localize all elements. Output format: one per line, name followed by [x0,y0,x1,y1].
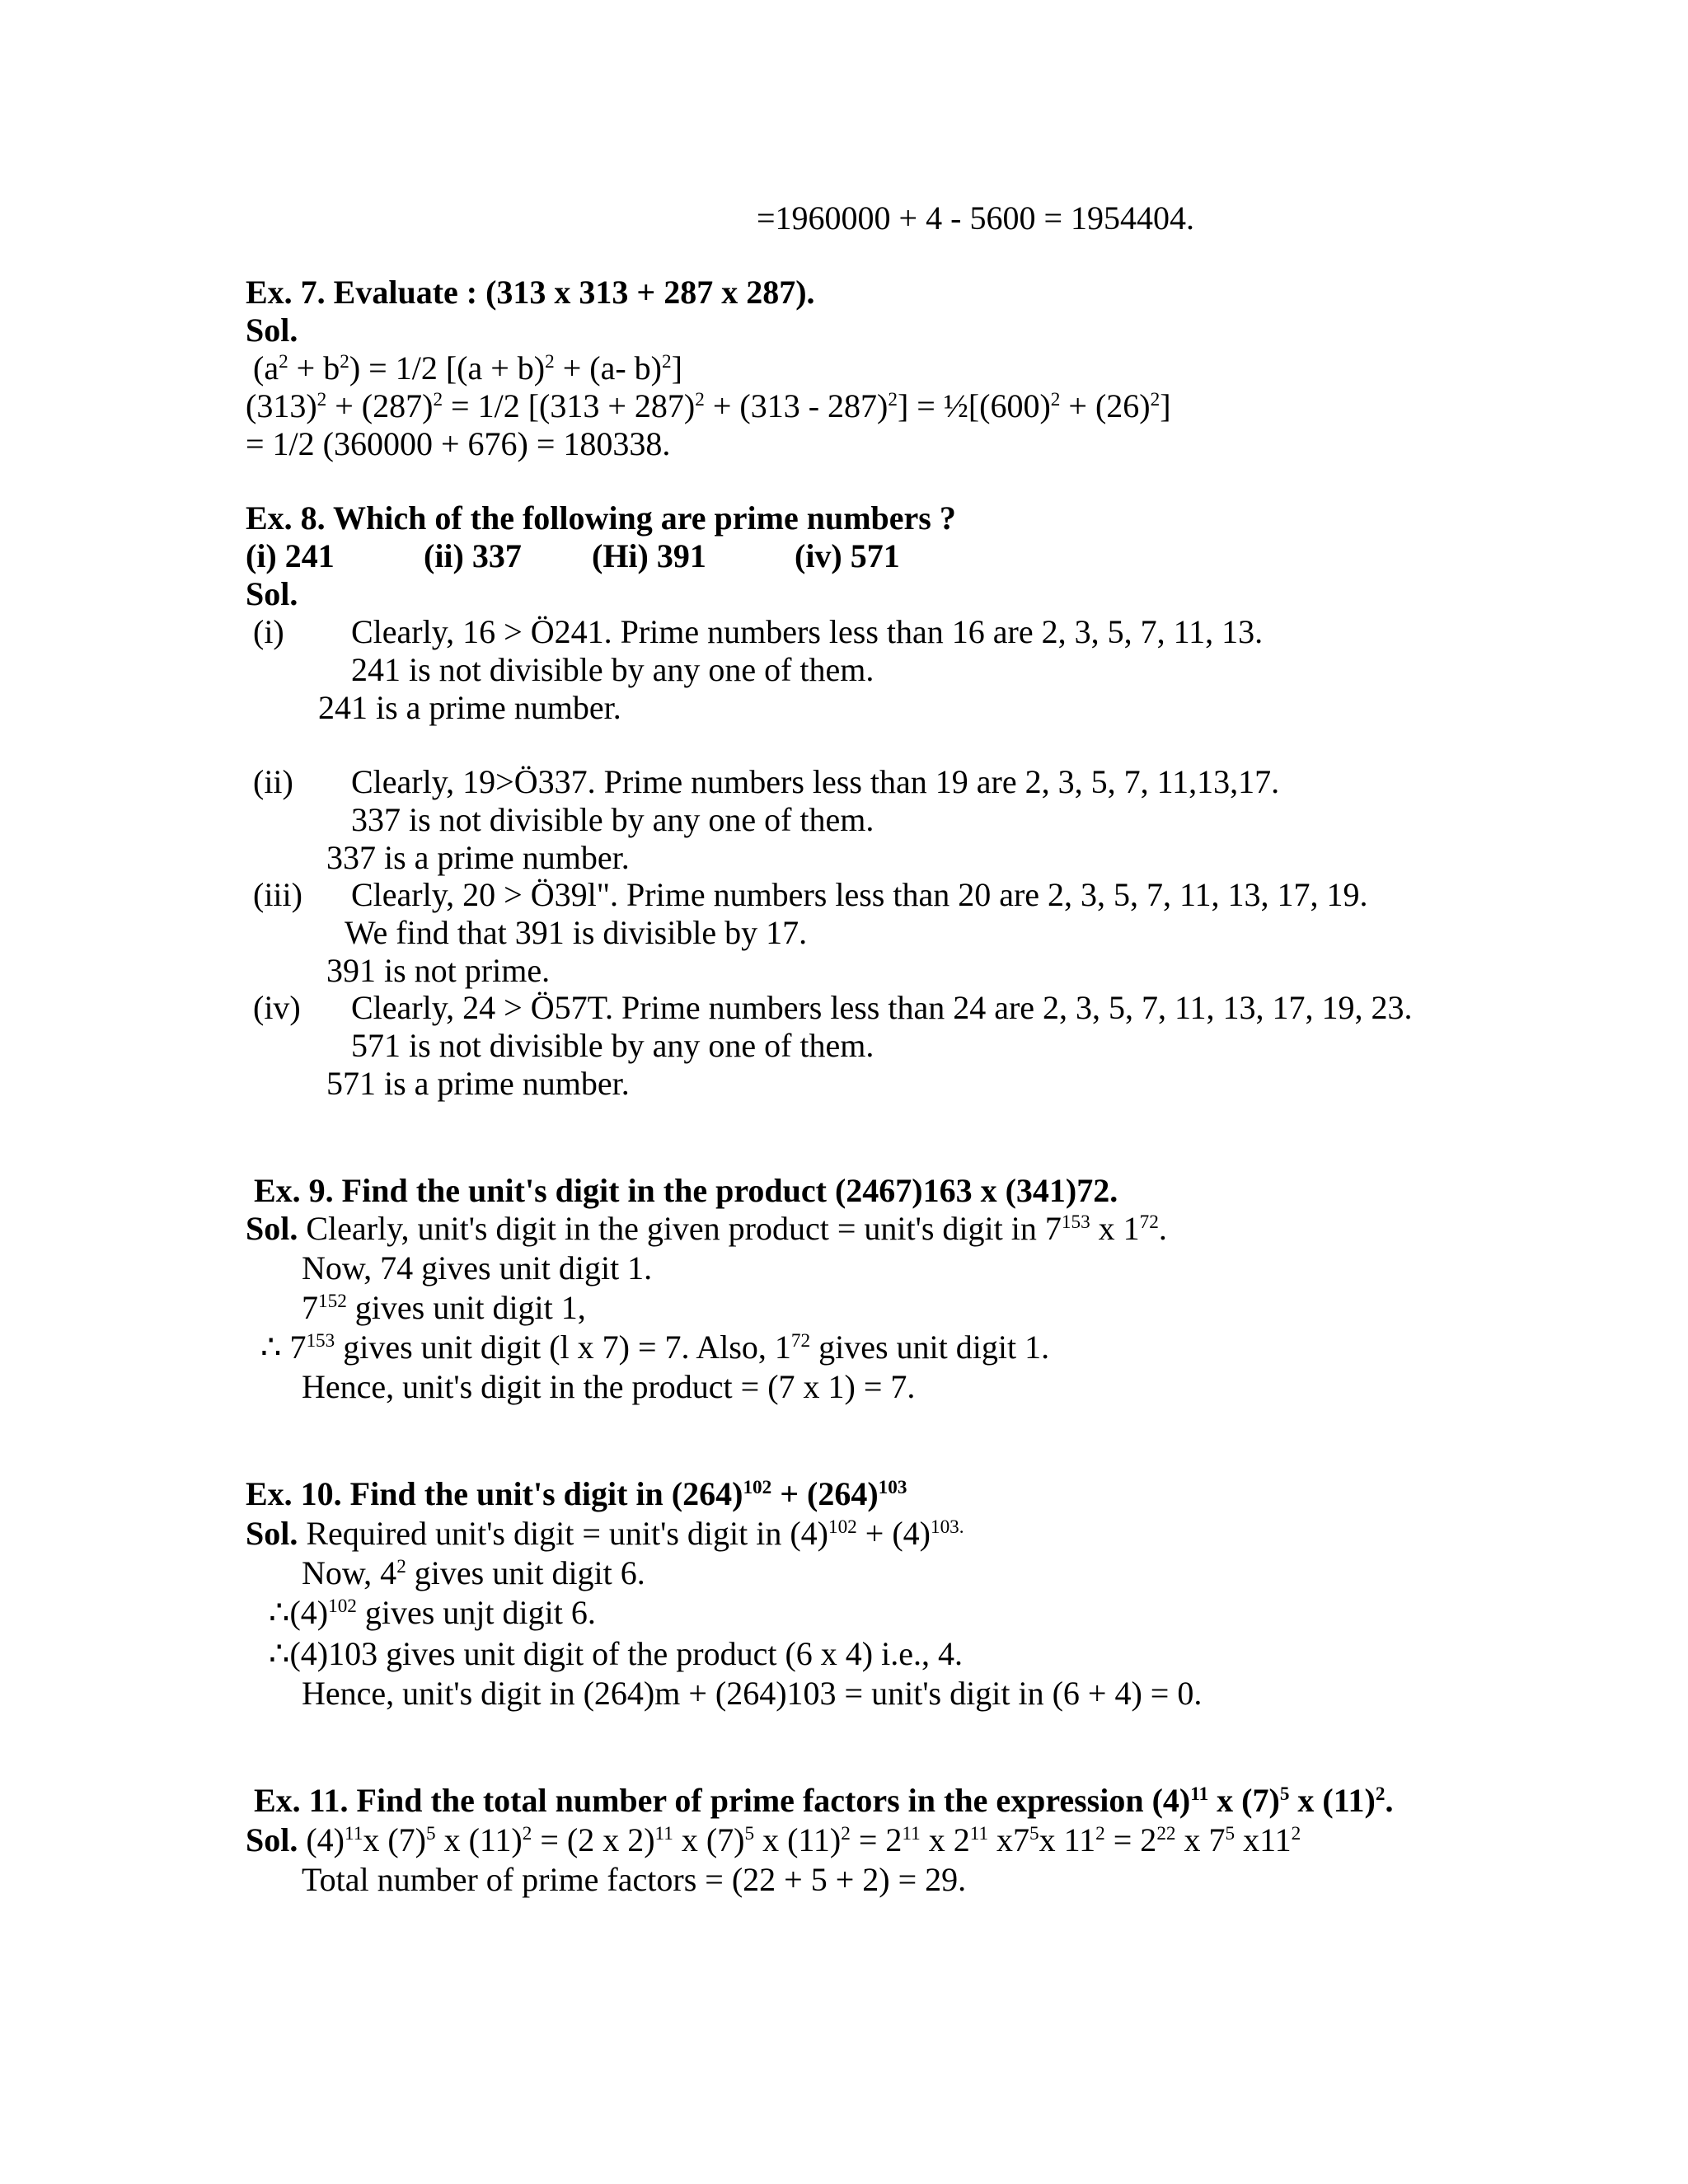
ex11-line2: Total number of prime factors = (22 + 5 + 2) = 29. [302,1861,967,1898]
ex10-title: Ex. 10. Find the unit's digit in $(264)^{102} + (264)^{103}$ [246,1475,907,1512]
ex8-item-iii-line1: Clearly, 20 > Ö39l". Prime numbers less than 20 are 2, 3, 5, 7, 11, 13, 17, 19. [351,876,1368,913]
ex8-item-i-line2: 241 is not divisible by any one of them. [351,651,874,688]
ex9-title: Ex. 9. Find the unit's digit in the product (2467)163 x (341)72. [254,1172,1118,1209]
ex8-item-ii-line3: 337 is a prime number. [326,839,630,876]
ex10-line5: Hence, unit's digit in (264)m + (264)103 = unit's digit in (6 + 4) = 0. [302,1675,1203,1712]
ex8-item-iv-line3: 571 is a prime number. [326,1065,630,1102]
ex10-line3: $\therefore(4)^{102}$ gives unjt digit 6. [269,1594,596,1631]
ex8-option-ii: (ii) 337 [424,537,522,574]
ex8-item-ii-label: (ii) [253,763,293,800]
ex8-option-iii: (Hi) 391 [592,537,706,574]
ex10-sol-label: Sol. [246,1515,298,1552]
ex8-item-ii-line1: Clearly, 19>Ö337. Prime numbers less than 19 are 2, 3, 5, 7, 11,13,17. [351,763,1280,800]
ex8-item-iii-line2: We find that 391 is divisible by 17. [345,914,808,951]
ex7-formula-line: $(a^2 + b^2) = 1/2$ [$(a + b)^2 + (a-$ b)$^2$] [253,349,682,387]
ex8-sol-label: Sol. [246,575,298,612]
ex8-item-ii-line2: 337 is not divisible by any one of them. [351,801,874,838]
ex8-item-iv-line2: 571 is not divisible by any one of them. [351,1027,874,1064]
therefore-icon: ∴ [269,1594,290,1631]
ex7-substitution-line: $(313)^2 + (287)^2 = 1/2$ $[(313 + 287)^2 + (313 - 287)^2]$ = $\frac{1}{2}[(600)^2 + (26)^2]$ [246,387,1171,424]
ex8-item-iii-line3: 391 is not prime. [326,952,551,989]
ex10-line1: Sol. Required unit's digit = unit's digit in $(4)^{102} + (4)^{103.}$ [246,1515,964,1552]
ex9-line4: ∴ $7^{153}$ gives unit digit (l x 7) = 7. Also, $1^{72}$ gives unit digit 1. [260,1329,1050,1366]
ex9-line1: Sol. Clearly, unit's digit in the given product = unit's digit in $7^{153}$ x $1^{72}$. [246,1210,1167,1247]
ex8-item-iv-line1: Clearly, 24 > Ö57T. Prime numbers less than 24 are 2, 3, 5, 7, 11, 13, 17, 19, 23. [351,989,1413,1026]
ex8-item-i-label: (i) [253,613,284,650]
ex7-sol-label: Sol. [246,312,298,349]
ex8-item-iv-label: (iv) [253,989,301,1026]
ex11-sol-label: Sol. [246,1821,298,1858]
ex9-line3: $7^{152}$ gives unit digit 1, [302,1289,586,1326]
ex8-item-iii-label: (iii) [253,876,302,913]
top-equation-line: =1960000 + 4 - 5600 = 1954404. [757,199,1194,237]
ex11-title: Ex. 11. Find the total number of prime factors in the expression $(4)^{11}$ x $(7)^5$ x $(11)^2$. [254,1782,1394,1819]
ex8-item-i-line3: 241 is a prime number. [318,689,621,726]
ex7-result-line: = 1/2 (360000 + 676) = 180338. [246,425,671,462]
ex11-line1: Sol. $(4)^{11}x$ $(7)^5$ x $(11)^2 = (2$ x 2)$^{11}$ x $(7)^5$ x $(11)^2 = 2^{11}$ x $2^{11}$ $x7^5x$ $11^2 = 2^{22}$ x $7^5$ $x11^2$ [246,1821,1301,1858]
ex8-option-i: (i) 241 [246,537,335,574]
ex8-item-i-line1: Clearly, 16 > Ö241. Prime numbers less than 16 are 2, 3, 5, 7, 11, 13. [351,613,1264,650]
ex9-line5: Hence, unit's digit in the product = (7 x 1) = 7. [302,1368,916,1405]
therefore-icon: ∴ [269,1635,290,1672]
ex9-line2: Now, 74 gives unit digit 1. [302,1249,653,1286]
ex9-sol-label: Sol. [246,1210,298,1247]
ex8-title: Ex. 8. Which of the following are prime numbers ? [246,499,956,537]
ex7-title: Ex. 7. Evaluate : (313 x 313 + 287 x 287). [246,274,815,311]
ex10-line2: Now, $4^2$ gives unit digit 6. [302,1554,645,1591]
ex10-line4: ∴(4)103 gives unit digit of the product (6 x 4) i.e., 4. [269,1635,963,1672]
ex8-option-iv: (iv) 571 [795,537,900,574]
therefore-icon: ∴ [260,1329,282,1366]
